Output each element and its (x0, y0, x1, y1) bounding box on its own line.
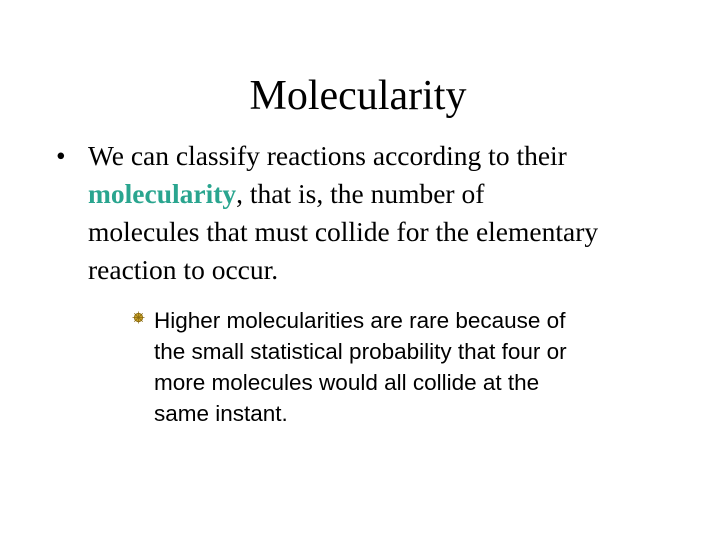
bullet-2-line-2: the small statistical probability that four or (154, 339, 567, 364)
bullet-1-text (88, 137, 696, 289)
bullet-dot-icon: • (56, 140, 66, 171)
slide-title: Molecularity (249, 73, 467, 119)
bullet-1-line-3: molecules that must collide for the elementary (88, 216, 599, 247)
bullet-level-2 (154, 305, 567, 429)
bullet-1-line-4: reaction to occur. (88, 254, 279, 285)
bullet-1-line-2-rest: , that is, the number of (236, 178, 485, 209)
bullet-2-text (154, 305, 567, 429)
bullet-2-line-3: more molecules would all collide at the (154, 370, 540, 395)
bullet-1-line-1: We can classify reactions according to their (88, 140, 567, 171)
bullet-2-line-1: Higher molecularities are rare because of (154, 308, 566, 333)
bullet-level-1 (56, 137, 696, 289)
star-bullet-icon (132, 311, 145, 324)
keyword-molecularity: molecularity (88, 178, 237, 209)
bullet-2-line-4: same instant. (154, 401, 288, 426)
star-bullet-rays (133, 312, 145, 324)
